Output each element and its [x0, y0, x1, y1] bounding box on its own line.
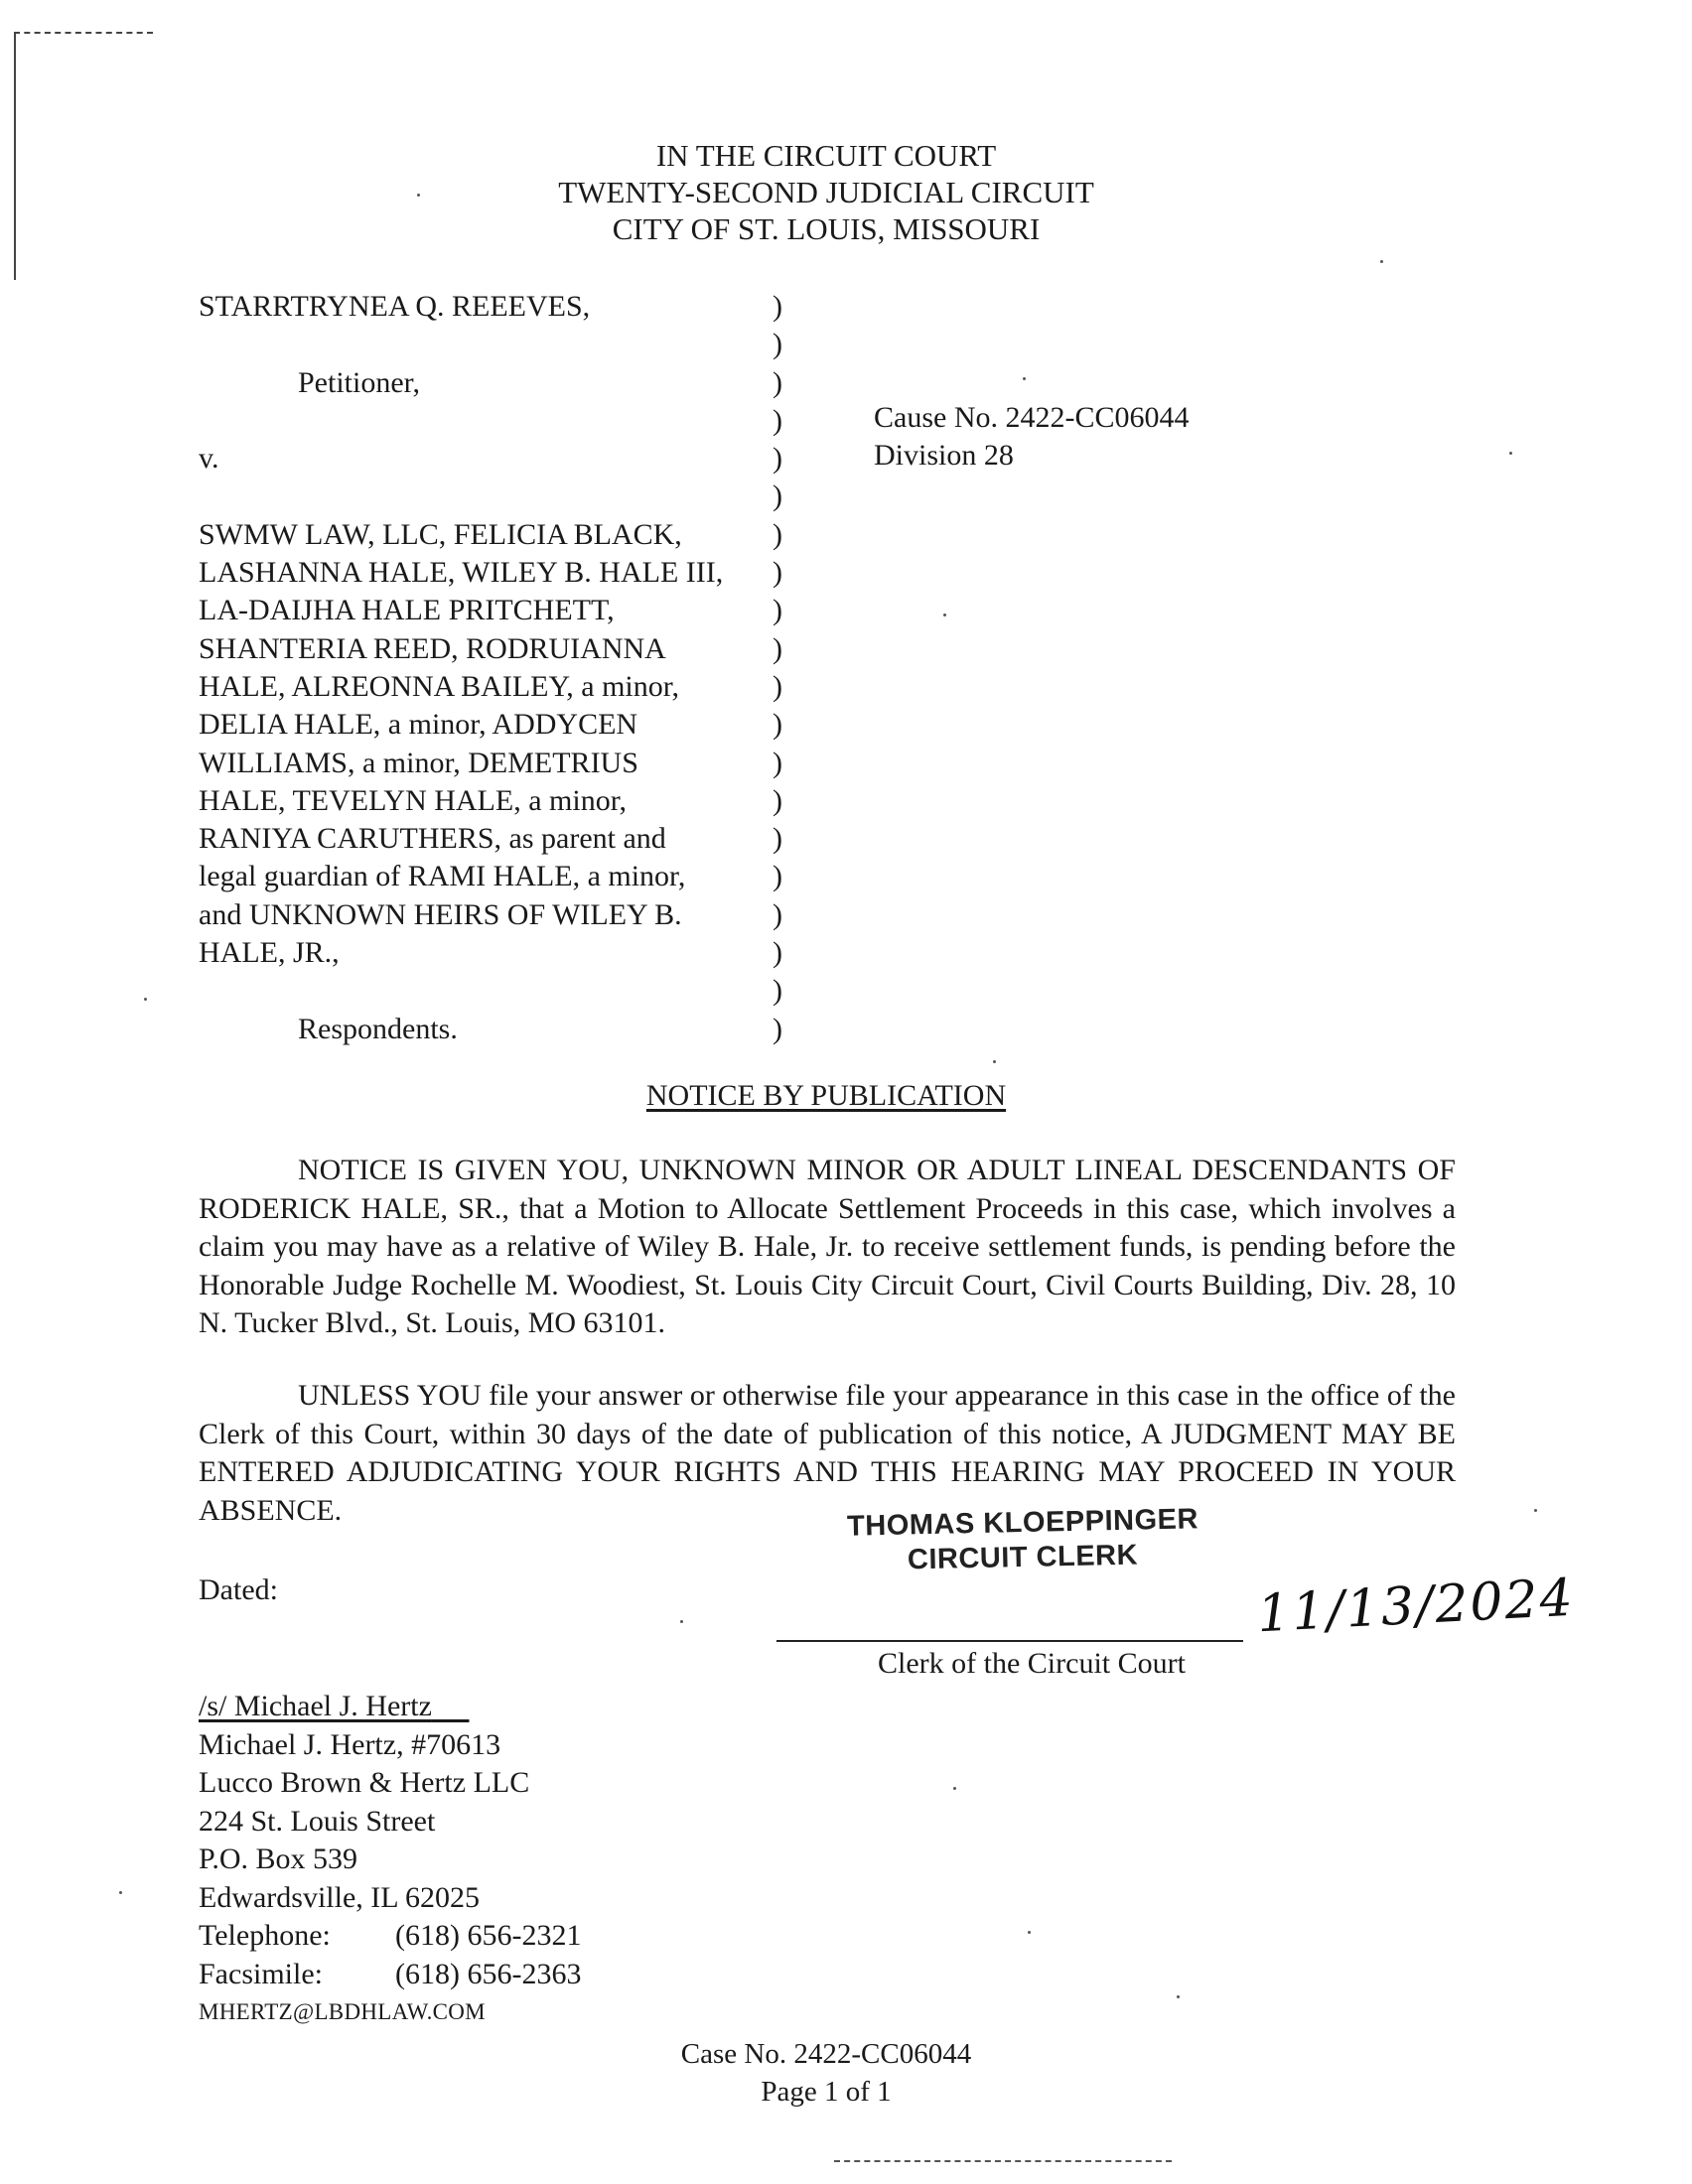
facsimile-label: Facsimile:	[199, 1957, 323, 1990]
attorney-firm: Lucco Brown & Hertz LLC	[199, 1766, 530, 1799]
scan-speck	[993, 1060, 996, 1063]
respondent-line: WILLIAMS, a minor, DEMETRIUS	[199, 746, 638, 779]
court-header-line: CITY OF ST. LOUIS, MISSOURI	[612, 211, 1041, 246]
division: Division 28	[874, 439, 1014, 472]
scan-speck	[1023, 377, 1026, 380]
facsimile-row	[199, 1956, 581, 1994]
versus: v.	[199, 442, 219, 476]
notice-title: NOTICE BY PUBLICATION	[645, 1079, 1007, 1112]
clerk-stamp-title: CIRCUIT CLERK	[907, 1539, 1139, 1576]
cause-number-block	[874, 399, 1190, 475]
footer-case-number: Case No. 2422-CC06044	[680, 2038, 972, 2070]
facsimile-number: (618) 656-2363	[395, 1957, 582, 1990]
attorney-street: 224 St. Louis Street	[199, 1804, 436, 1838]
respondent-line: DELIA HALE, a minor, ADDYCEN	[199, 708, 638, 742]
respondent-line: LASHANNA HALE, WILEY B. HALE III,	[199, 556, 724, 590]
telephone-row	[199, 1917, 581, 1956]
scan-speck	[1509, 452, 1512, 455]
respondent-line: legal guardian of RAMI HALE, a minor,	[199, 860, 686, 893]
attorney-po-box: P.O. Box 539	[199, 1843, 358, 1875]
case-caption-parties	[199, 288, 723, 1048]
scan-speck	[1028, 1931, 1031, 1934]
respondent-line: SWMW LAW, LLC, FELICIA BLACK,	[199, 517, 682, 551]
scan-speck	[119, 1891, 122, 1894]
caption-parenthesis-column: ) ) ) ) ) ) ) ) ) ) ) ) ) ) ) ) ) ) ) )	[773, 290, 782, 1045]
attorney-email: MHERTZ@LBDHLAW.COM	[199, 1999, 486, 2024]
respondents-label: Respondents.	[298, 1012, 458, 1045]
attorney-block	[199, 1688, 581, 2032]
footer-page-number: Page 1 of 1	[761, 2076, 892, 2108]
attorney-name: Michael J. Hertz, #70613	[199, 1727, 501, 1761]
scan-speck	[943, 614, 946, 616]
scan-edge-bottom	[834, 2160, 1172, 2162]
petitioner-name: STARRTRYNEA Q. REEEVES,	[199, 290, 591, 323]
respondent-line: and UNKNOWN HEIRS OF WILEY B.	[199, 897, 682, 931]
respondent-line: LA-DAIJHA HALE PRITCHETT,	[199, 594, 615, 627]
attorney-signature: /s/ Michael J. Hertz	[199, 1690, 432, 1722]
notice-paragraph-1: NOTICE IS GIVEN YOU, UNKNOWN MINOR OR ADULT LINEAL DESCENDANTS OF RODERICK HALE, SR., that a Motion to Allocate Settlement Proceeds in this case, which involves a claim you may have as a relative of Wiley B. Hale, Jr. to receive settlement funds, is pending before the Honorable Judge Rochelle M. Woodiest, St. Louis City Circuit Court, Civil Courts Building, Div. 28, 10 N. Tucker Blvd., St. Louis, MO 63101.	[199, 1154, 1456, 1339]
respondent-line: HALE, ALREONNA BAILEY, a minor,	[199, 669, 680, 703]
respondent-line: SHANTERIA REED, RODRUIANNA	[199, 631, 666, 665]
attorney-city: Edwardsville, IL 62025	[199, 1880, 480, 1914]
scan-speck	[680, 1620, 683, 1623]
scan-speck	[144, 998, 147, 1001]
scan-speck	[1380, 260, 1383, 263]
scan-speck	[1534, 1509, 1537, 1512]
scan-speck	[1177, 1995, 1180, 1998]
telephone-label: Telephone:	[199, 1919, 331, 1952]
petitioner-label: Petitioner,	[298, 365, 420, 399]
court-header-line: IN THE CIRCUIT COURT	[655, 138, 997, 173]
handwritten-date: 11/13/2024	[1255, 1568, 1577, 1645]
clerk-caption: Clerk of the Circuit Court	[878, 1647, 1186, 1680]
signature-line	[776, 1640, 1243, 1642]
respondent-line: HALE, JR.,	[199, 936, 340, 970]
page-footer	[0, 2035, 1652, 2111]
court-header-line: TWENTY-SECOND JUDICIAL CIRCUIT	[558, 175, 1094, 209]
scan-edge-top	[14, 32, 153, 34]
court-header	[0, 137, 1652, 247]
telephone-number: (618) 656-2321	[395, 1919, 582, 1952]
dated-label: Dated:	[199, 1573, 278, 1606]
scan-speck	[953, 1787, 956, 1790]
notice-paragraph-2: UNLESS YOU file your answer or otherwise file your appearance in this case in the office of the Clerk of this Court, within 30 days of the date of publication of this notice, A JUDGMENT MAY BE ENTERED ADJUDICATING YOUR RIGHTS AND THIS HEARING MAY PROCEED IN YOUR ABSENCE.	[199, 1379, 1456, 1527]
respondent-line: HALE, TEVELYN HALE, a minor,	[199, 783, 627, 817]
respondent-line: RANIYA CARUTHERS, as parent and	[199, 822, 666, 856]
clerk-stamp-name: THOMAS KLOEPPINGER	[846, 1503, 1199, 1543]
cause-number: Cause No. 2422-CC06044	[874, 401, 1190, 434]
